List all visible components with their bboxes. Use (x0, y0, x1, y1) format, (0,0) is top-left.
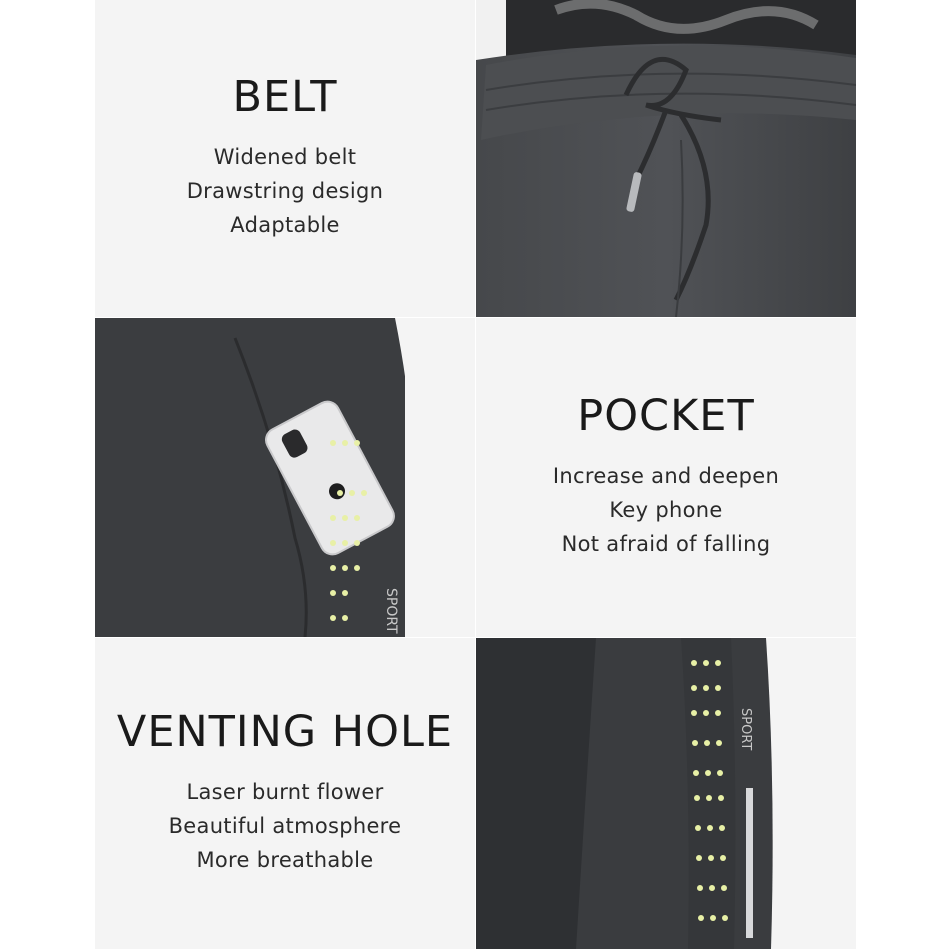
belt-feature-text (95, 0, 475, 317)
belt-line-1: Widened belt (213, 145, 357, 170)
venting-hole-heading: VENTING HOLE (116, 706, 454, 757)
belt-line-3: Adaptable (230, 213, 340, 238)
pocket-heading: POCKET (577, 390, 755, 441)
side-pocket-phone-photo (95, 318, 475, 637)
waistband-drawstring-photo (476, 0, 856, 317)
pocket-line-2: Key phone (609, 498, 723, 523)
pocket-line-3: Not afraid of falling (561, 532, 771, 557)
belt-heading: BELT (232, 71, 338, 122)
sport-print-vent: SPORT (738, 708, 753, 751)
venting-line-2: Beautiful atmosphere (168, 814, 402, 839)
sport-print-pocket: SPORT (383, 588, 399, 634)
belt-line-2: Drawstring design (186, 179, 384, 204)
pocket-illustration (95, 318, 475, 637)
reflective-stripe (746, 788, 753, 938)
venting-hole-feature-text (95, 638, 475, 949)
vent-holes-photo (476, 638, 856, 949)
venting-line-1: Laser burnt flower (186, 780, 384, 805)
waistband-illustration (476, 0, 856, 317)
pocket-feature-text (476, 318, 856, 637)
pocket-line-1: Increase and deepen (552, 464, 780, 489)
vent-illustration (476, 638, 856, 949)
venting-line-3: More breathable (196, 848, 374, 873)
